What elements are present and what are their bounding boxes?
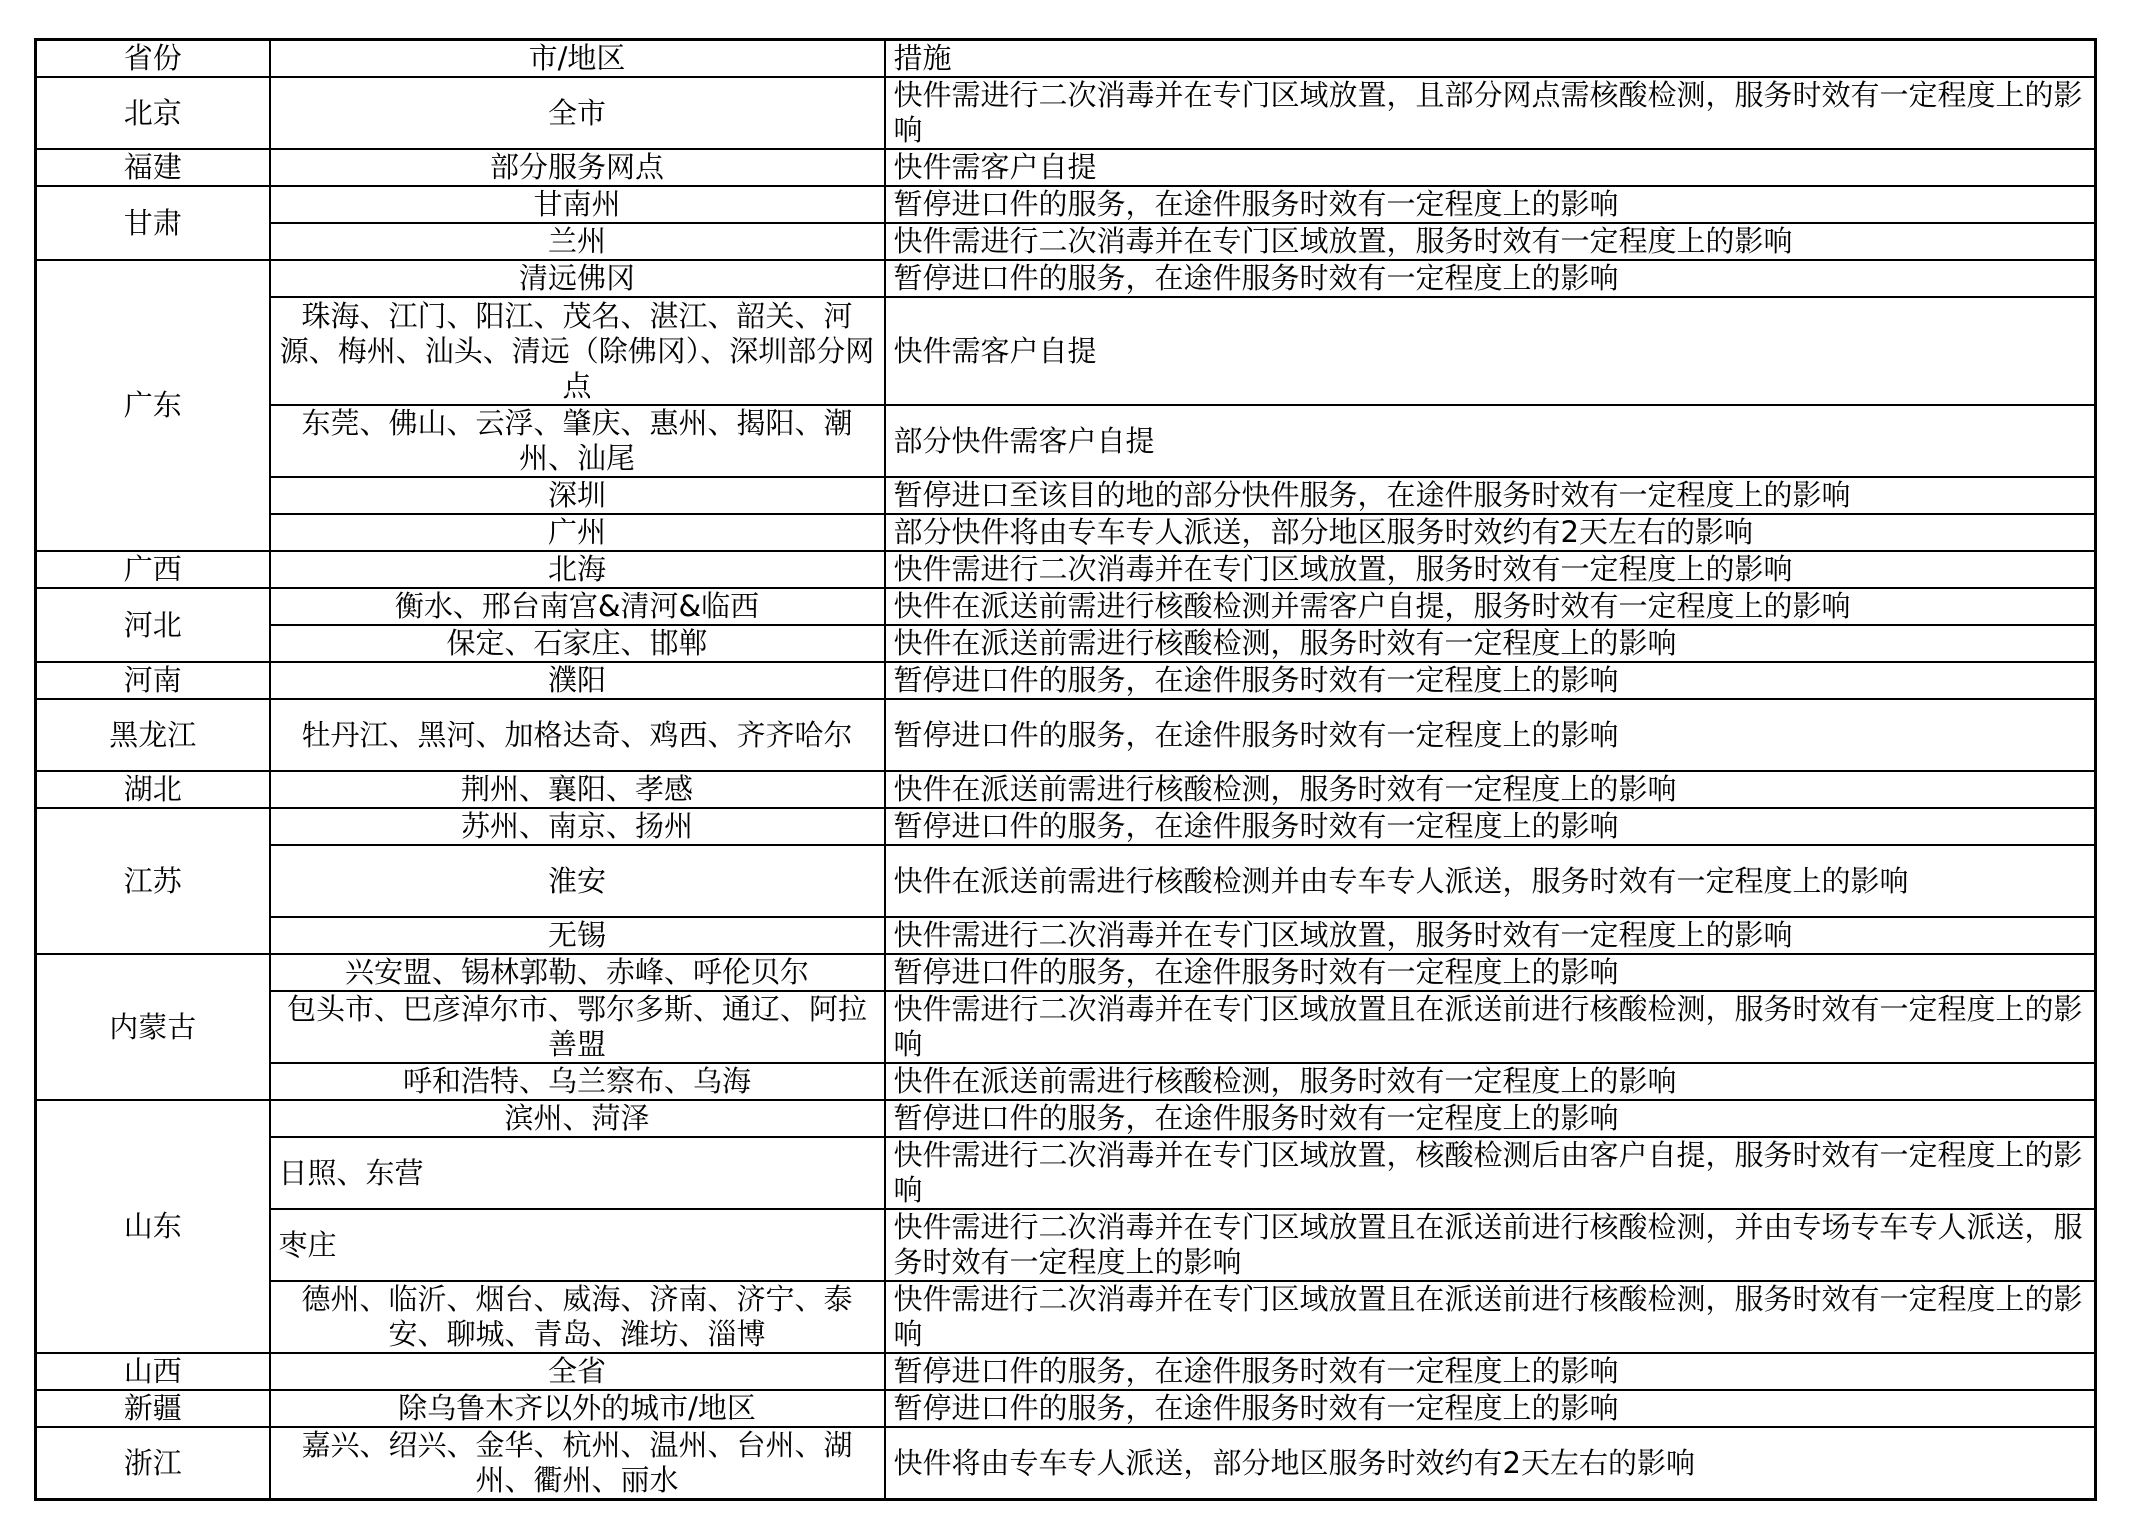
measure-cell: 暂停进口件的服务，在途件服务时效有一定程度上的影响: [885, 662, 2096, 699]
measure-cell: 快件将由专车专人派送，部分地区服务时效约有2天左右的影响: [885, 1427, 2096, 1500]
city-cell: 广州: [270, 514, 885, 551]
measure-cell: 快件需进行二次消毒并在专门区域放置，服务时效有一定程度上的影响: [885, 551, 2096, 588]
table-row: [36, 260, 2096, 297]
city-cell: 荆州、襄阳、孝感: [270, 771, 885, 808]
province-cell: 广西: [36, 551, 270, 588]
city-cell: 德州、临沂、烟台、威海、济南、济宁、泰安、聊城、青岛、潍坊、淄博: [270, 1281, 885, 1353]
measure-cell: 快件在派送前需进行核酸检测，服务时效有一定程度上的影响: [885, 771, 2096, 808]
city-cell: 淮安: [270, 845, 885, 917]
measure-cell: 快件需进行二次消毒并在专门区域放置且在派送前进行核酸检测，服务时效有一定程度上的影响: [885, 991, 2096, 1063]
table-row: [36, 1137, 2096, 1209]
table-row: [36, 297, 2096, 405]
province-cell: 福建: [36, 149, 270, 186]
province-cell: 浙江: [36, 1427, 270, 1500]
city-cell: 枣庄: [270, 1209, 885, 1281]
measure-cell: 快件需进行二次消毒并在专门区域放置，且部分网点需核酸检测，服务时效有一定程度上的影响: [885, 77, 2096, 149]
table-row: [36, 771, 2096, 808]
measure-cell: 快件需进行二次消毒并在专门区域放置，服务时效有一定程度上的影响: [885, 223, 2096, 260]
province-cell: 黑龙江: [36, 699, 270, 771]
table-row: [36, 186, 2096, 223]
table-row: [36, 1353, 2096, 1390]
province-cell: 内蒙古: [36, 954, 270, 1100]
measure-cell: 快件需进行二次消毒并在专门区域放置，服务时效有一定程度上的影响: [885, 917, 2096, 954]
measure-cell: 暂停进口至该目的地的部分快件服务，在途件服务时效有一定程度上的影响: [885, 477, 2096, 514]
table-row: [36, 991, 2096, 1063]
measure-cell: 部分快件需客户自提: [885, 405, 2096, 477]
table-row: [36, 954, 2096, 991]
table-row: [36, 1209, 2096, 1281]
city-cell: 深圳: [270, 477, 885, 514]
table-row: [36, 405, 2096, 477]
measure-cell: 暂停进口件的服务，在途件服务时效有一定程度上的影响: [885, 186, 2096, 223]
city-cell: 保定、石家庄、邯郸: [270, 625, 885, 662]
table-row: [36, 1427, 2096, 1500]
table-row: [36, 1100, 2096, 1137]
city-cell: 呼和浩特、乌兰察布、乌海: [270, 1063, 885, 1100]
city-cell: 日照、东营: [270, 1137, 885, 1209]
table-row: [36, 477, 2096, 514]
city-cell: 衡水、邢台南宫&清河&临西: [270, 588, 885, 625]
city-cell: 牡丹江、黑河、加格达奇、鸡西、齐齐哈尔: [270, 699, 885, 771]
header-province: 省份: [36, 40, 270, 78]
province-cell: 河北: [36, 588, 270, 662]
header-row: [36, 40, 2096, 78]
measure-cell: 暂停进口件的服务，在途件服务时效有一定程度上的影响: [885, 954, 2096, 991]
city-cell: 甘南州: [270, 186, 885, 223]
city-cell: 兴安盟、锡林郭勒、赤峰、呼伦贝尔: [270, 954, 885, 991]
table-row: [36, 808, 2096, 845]
measure-cell: 部分快件将由专车专人派送，部分地区服务时效约有2天左右的影响: [885, 514, 2096, 551]
measure-cell: 快件需进行二次消毒并在专门区域放置且在派送前进行核酸检测，并由专场专车专人派送，服务时效有一定程度上的影响: [885, 1209, 2096, 1281]
header-city: 市/地区: [270, 40, 885, 78]
measures-table: [34, 38, 2097, 1501]
province-cell: 山西: [36, 1353, 270, 1390]
table-row: [36, 1390, 2096, 1427]
table-row: [36, 845, 2096, 917]
province-cell: 北京: [36, 77, 270, 149]
header-measure: 措施: [885, 40, 2096, 78]
city-cell: 苏州、南京、扬州: [270, 808, 885, 845]
province-cell: 山东: [36, 1100, 270, 1353]
table-row: [36, 588, 2096, 625]
table-row: [36, 551, 2096, 588]
table-row: [36, 514, 2096, 551]
table-row: [36, 662, 2096, 699]
table-row: [36, 625, 2096, 662]
table-row: [36, 1281, 2096, 1353]
city-cell: 全市: [270, 77, 885, 149]
province-cell: 广东: [36, 260, 270, 551]
city-cell: 珠海、江门、阳江、茂名、湛江、韶关、河源、梅州、汕头、清远（除佛冈）、深圳部分网点: [270, 297, 885, 405]
table-row: [36, 77, 2096, 149]
measure-cell: 暂停进口件的服务，在途件服务时效有一定程度上的影响: [885, 1390, 2096, 1427]
province-cell: 新疆: [36, 1390, 270, 1427]
measure-cell: 快件需进行二次消毒并在专门区域放置，核酸检测后由客户自提，服务时效有一定程度上的影响: [885, 1137, 2096, 1209]
measure-cell: 暂停进口件的服务，在途件服务时效有一定程度上的影响: [885, 1100, 2096, 1137]
measures-table-body: [36, 40, 2096, 1500]
province-cell: 甘肃: [36, 186, 270, 260]
city-cell: 全省: [270, 1353, 885, 1390]
city-cell: 滨州、菏泽: [270, 1100, 885, 1137]
table-row: [36, 223, 2096, 260]
city-cell: 部分服务网点: [270, 149, 885, 186]
measure-cell: 快件需进行二次消毒并在专门区域放置且在派送前进行核酸检测，服务时效有一定程度上的影响: [885, 1281, 2096, 1353]
measure-cell: 快件在派送前需进行核酸检测，服务时效有一定程度上的影响: [885, 1063, 2096, 1100]
city-cell: 除乌鲁木齐以外的城市/地区: [270, 1390, 885, 1427]
city-cell: 兰州: [270, 223, 885, 260]
table-row: [36, 149, 2096, 186]
measure-cell: 暂停进口件的服务，在途件服务时效有一定程度上的影响: [885, 808, 2096, 845]
city-cell: 包头市、巴彦淖尔市、鄂尔多斯、通辽、阿拉善盟: [270, 991, 885, 1063]
city-cell: 北海: [270, 551, 885, 588]
province-cell: 湖北: [36, 771, 270, 808]
measure-cell: 快件需客户自提: [885, 149, 2096, 186]
city-cell: 无锡: [270, 917, 885, 954]
city-cell: 濮阳: [270, 662, 885, 699]
measure-cell: 暂停进口件的服务，在途件服务时效有一定程度上的影响: [885, 699, 2096, 771]
table-row: [36, 699, 2096, 771]
measure-cell: 快件需客户自提: [885, 297, 2096, 405]
city-cell: 清远佛冈: [270, 260, 885, 297]
measure-cell: 快件在派送前需进行核酸检测，服务时效有一定程度上的影响: [885, 625, 2096, 662]
table-row: [36, 917, 2096, 954]
table-row: [36, 1063, 2096, 1100]
measure-cell: 暂停进口件的服务，在途件服务时效有一定程度上的影响: [885, 260, 2096, 297]
province-cell: 河南: [36, 662, 270, 699]
province-cell: 江苏: [36, 808, 270, 954]
city-cell: 嘉兴、绍兴、金华、杭州、温州、台州、湖州、衢州、丽水: [270, 1427, 885, 1500]
city-cell: 东莞、佛山、云浮、肇庆、惠州、揭阳、潮州、汕尾: [270, 405, 885, 477]
measure-cell: 快件在派送前需进行核酸检测并需客户自提，服务时效有一定程度上的影响: [885, 588, 2096, 625]
measure-cell: 暂停进口件的服务，在途件服务时效有一定程度上的影响: [885, 1353, 2096, 1390]
measure-cell: 快件在派送前需进行核酸检测并由专车专人派送，服务时效有一定程度上的影响: [885, 845, 2096, 917]
